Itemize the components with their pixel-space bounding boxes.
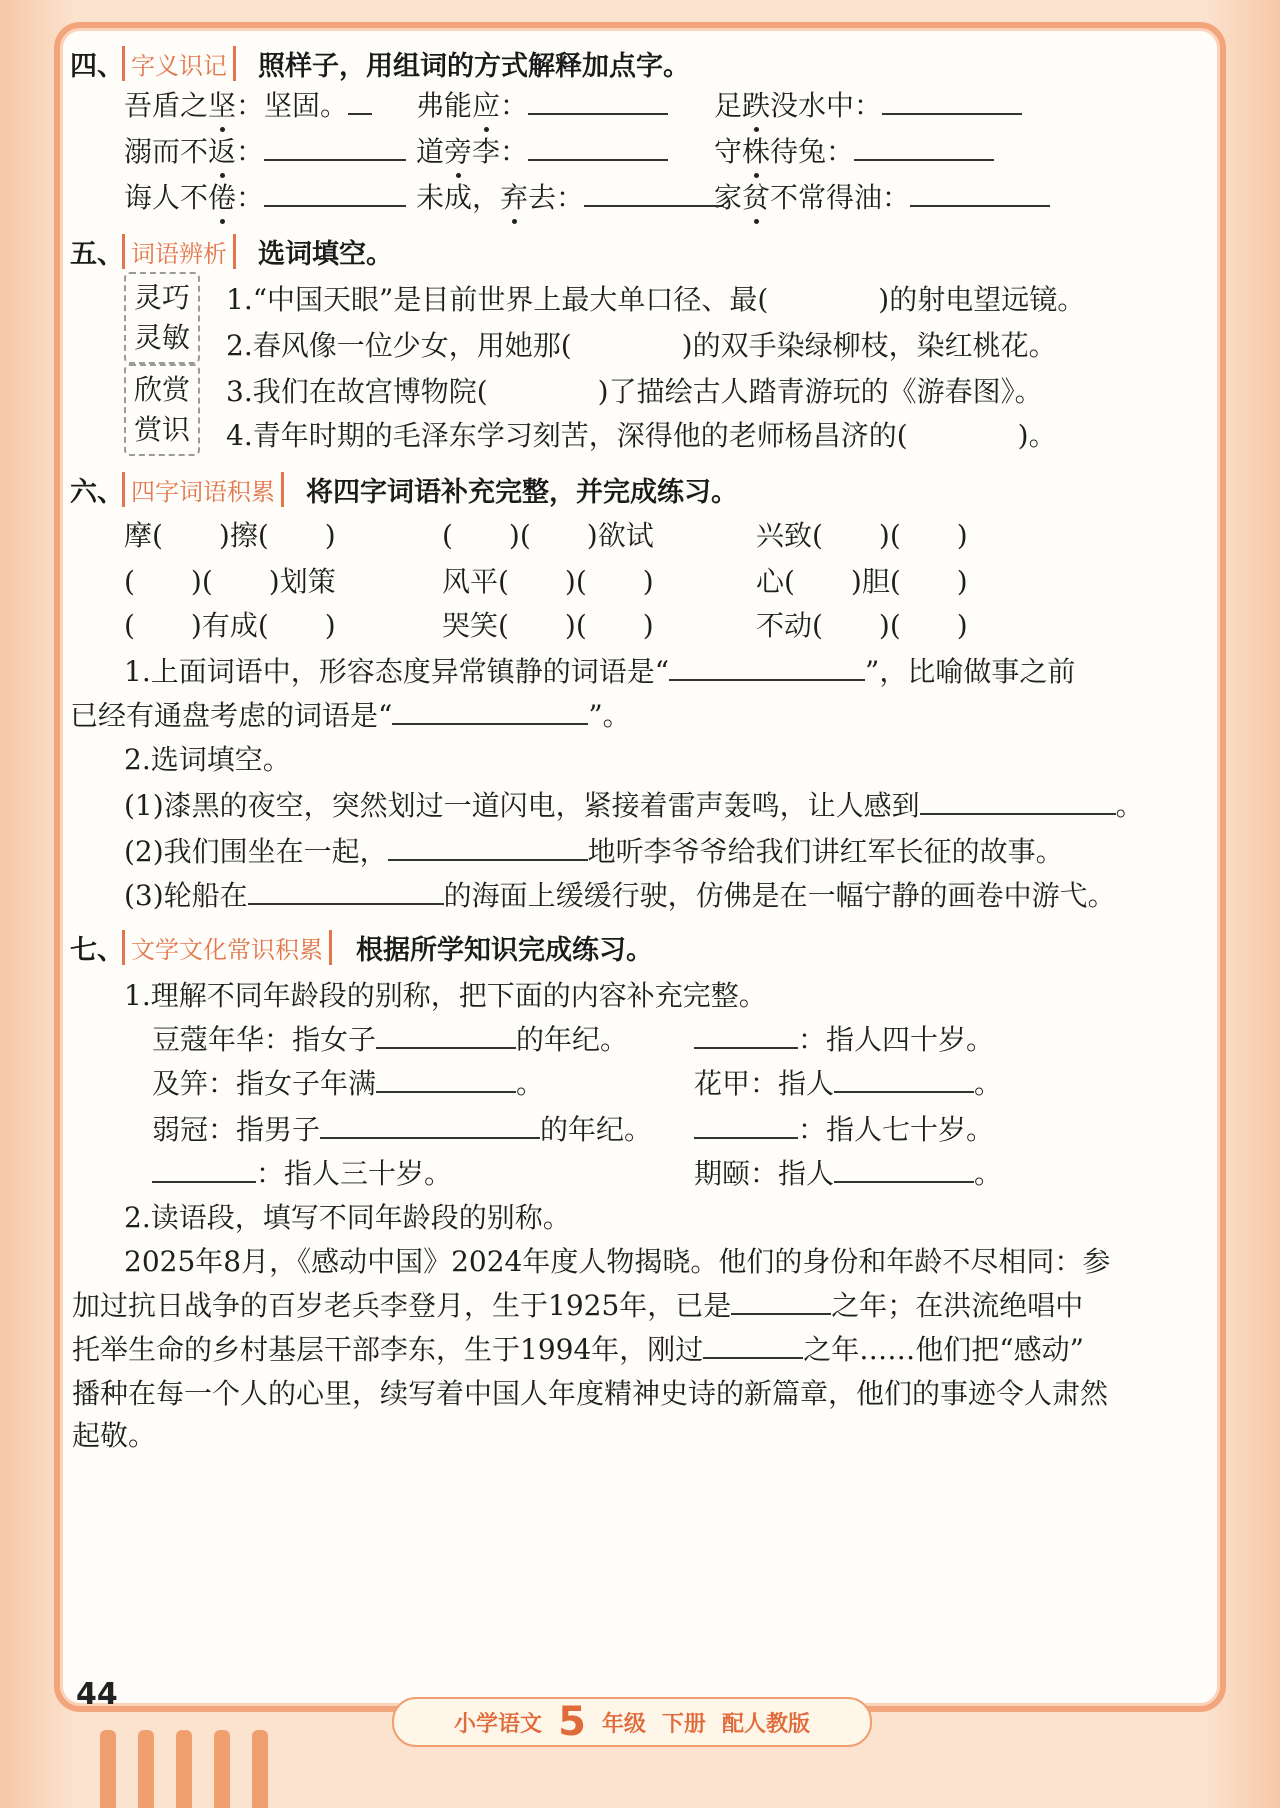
term-label: 下册 [661,1711,706,1737]
word-choice: 灵敏 [134,321,191,354]
s6-practice-2: 2.选词填空。 [124,743,291,776]
section-4-title: 照样子，用组词的方式解释加点字。 [258,51,690,82]
section-4-tag: 字义识记 [122,46,236,81]
answer-blank[interactable] [392,697,588,725]
idiom-item: 心( )胆( ) [756,565,968,598]
word-choice: 欣赏 [134,373,191,406]
age-term-item: 期颐：指人 。 [694,1157,1003,1190]
answer-blank[interactable] [320,1111,540,1139]
answer-blank[interactable] [920,787,1116,815]
answer-blank[interactable] [669,653,865,681]
s6-fill-2: (2)我们围坐在一起， 地听李爷爷给我们讲红军长征的故事。 [124,835,1064,868]
section-7-number: 七、 [70,935,124,966]
answer-blank[interactable] [834,1155,974,1183]
idiom-item: ( )有成( ) [124,609,336,642]
s4-item-1: 吾盾之坚：坚固。 [124,84,372,124]
s4-item-9: 家贫不常得油： [714,176,1050,216]
age-term-item: 及笄：指女子年满 。 [152,1067,545,1100]
answer-blank[interactable] [264,133,406,161]
answer-blank[interactable] [882,87,1022,115]
s5-question-3: 3.我们在故宫博物院( )了描绘古人踏青游玩的《游春图》。 [226,375,1043,408]
idiom-item: 风平( )( ) [442,565,654,598]
section-7-title: 根据所学知识完成练习。 [356,935,653,966]
answer-blank[interactable] [834,1065,974,1093]
section-6-number: 六、 [70,477,124,508]
idiom-item: 兴致( )( ) [756,519,968,552]
s4-item-6: 守株待兔： [714,130,994,170]
age-term-item: ：指人七十岁。 [694,1108,994,1148]
book-info-badge [392,1697,872,1747]
s4-item-5: 道旁李： [416,130,668,170]
s5-question-2: 2.春风像一位少女，用她那( )的双手染绿柳枝，染红桃花。 [226,329,1057,362]
answer-blank[interactable] [376,1065,516,1093]
answer-blank[interactable] [248,877,444,905]
section-5-tag: 词语辨析 [122,234,236,269]
s4-item-7: 诲人不倦： [124,176,406,216]
s4-item-4: 溺而不返： [124,130,406,170]
word-choice: 赏识 [134,413,191,446]
answer-blank[interactable] [152,1155,256,1183]
passage-line: 播种在每一个人的心里，续写着中国人年度精神史诗的新篇章，他们的事迹令人肃然 [72,1377,1109,1410]
page-number: 44 [76,1677,118,1712]
age-term-item: 弱冠：指男子 的年纪。 [152,1113,653,1146]
answer-blank[interactable] [854,133,994,161]
passage-line: 托举生命的乡村基层干部李东，生于1994年，刚过 之年……他们把“感动” [72,1333,1084,1366]
decorative-stripes [100,1730,268,1808]
answer-blank[interactable] [388,833,588,861]
passage-line: 起敬。 [72,1419,157,1452]
answer-blank[interactable] [694,1111,798,1139]
idiom-item: ( )( )划策 [124,565,336,598]
idiom-item: 哭笑( )( ) [442,609,654,642]
answer-blank[interactable] [528,133,668,161]
answer-blank[interactable] [264,179,406,207]
s4-item-8: 未成，弃去： [416,176,724,216]
word-choice-box-1 [124,272,200,364]
section-7-tag: 文学文化常识积累 [122,930,332,965]
s6-fill-1: (1)漆黑的夜空，突然划过一道闪电，紧接着雷声轰鸣，让人感到 。 [124,789,1144,822]
s5-question-4: 4.青年时期的毛泽东学习刻苦，深得他的老师杨昌济的( )。 [226,419,1057,452]
idiom-item: ( )( )欲试 [442,519,654,552]
grade-unit: 年级 [601,1711,646,1737]
age-term-item: 花甲：指人 。 [694,1067,1003,1100]
passage-line: 2025年8月，《感动中国》2024年度人物揭晓。他们的身份和年龄不尽相同：参 [124,1245,1111,1278]
section-6-tag: 四字词语积累 [122,472,284,507]
section-6-title: 将四字词语补充完整，并完成练习。 [306,477,738,508]
s6-practice-1-cont: 已经有通盘考虑的词语是“ ”。 [70,699,631,732]
answer-blank[interactable] [910,179,1050,207]
idiom-item: 摩( )擦( ) [124,519,336,552]
s6-fill-3: (3)轮船在 的海面上缓缓行驶，仿佛是在一幅宁静的画卷中游弋。 [124,879,1116,912]
age-term-item: ：指人三十岁。 [152,1152,452,1192]
section-5-number: 五、 [70,239,124,270]
word-choice-box-2 [124,364,200,456]
answer-blank[interactable] [528,87,668,115]
answer-blank[interactable] [376,1021,516,1049]
answer-blank[interactable] [694,1021,798,1049]
idiom-item: 不动( )( ) [756,609,968,642]
s6-practice-1: 1.上面词语中，形容态度异常镇静的词语是“ ”，比喻做事之前 [124,655,1076,688]
s4-item-3: 足跌没水中： [714,84,1022,124]
passage-line: 加过抗日战争的百岁老兵李登月，生于1925年，已是 之年；在洪流绝唱中 [72,1289,1084,1322]
section-4-number: 四、 [70,51,124,82]
s4-item-2: 弗能应： [416,84,668,124]
section-5-title: 选词填空。 [258,239,393,270]
s5-question-1: 1.“中国天眼”是目前世界上最大单口径、最( )的射电望远镜。 [226,283,1086,316]
answer-blank[interactable] [703,1331,803,1359]
edition-label: 配人教版 [721,1711,810,1737]
age-term-item: 豆蔻年华：指女子 的年纪。 [152,1023,629,1056]
answer-blank[interactable] [731,1287,831,1315]
word-choice: 灵巧 [134,281,191,314]
s7-question-2: 2.读语段，填写不同年龄段的别称。 [124,1201,571,1234]
answer-blank[interactable] [584,179,724,207]
subject-label: 小学语文 [454,1711,543,1737]
grade-number: 5 [558,1699,586,1745]
s7-question-1: 1.理解不同年龄段的别称，把下面的内容补充完整。 [124,979,767,1012]
age-term-item: ：指人四十岁。 [694,1018,994,1058]
